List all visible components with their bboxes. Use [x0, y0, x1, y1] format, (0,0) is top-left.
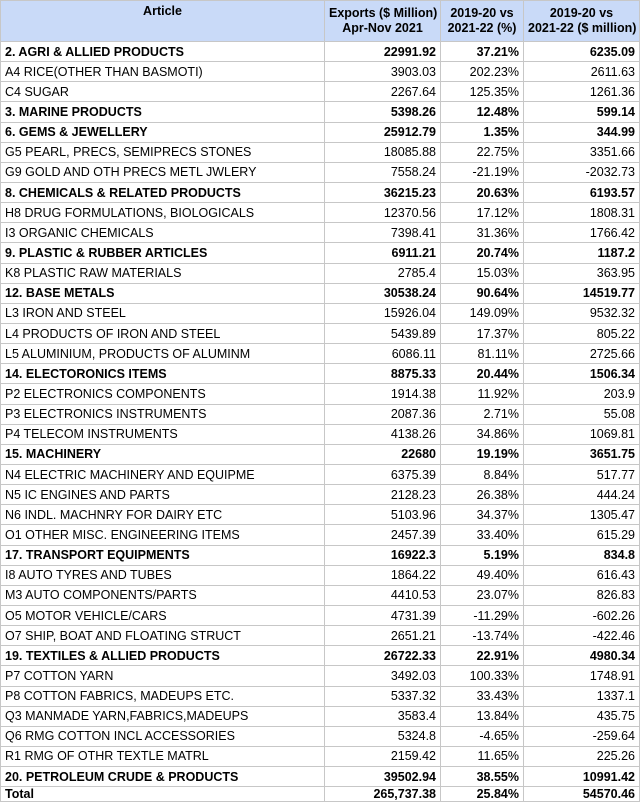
exports-cell: 5337.32 [325, 686, 441, 706]
exports-cell: 2785.4 [325, 263, 441, 283]
abs-change-cell: 6193.57 [524, 182, 640, 202]
exports-cell: 15926.04 [325, 303, 441, 323]
article-cell: 3. MARINE PRODUCTS [1, 102, 325, 122]
pct-change-cell: 11.92% [441, 384, 524, 404]
article-cell: 9. PLASTIC & RUBBER ARTICLES [1, 243, 325, 263]
table-row [1, 223, 640, 243]
abs-change-cell: 805.22 [524, 323, 640, 343]
pct-change-cell: 22.91% [441, 646, 524, 666]
article-cell: L3 IRON AND STEEL [1, 303, 325, 323]
category-row [1, 102, 640, 122]
article-cell: K8 PLASTIC RAW MATERIALS [1, 263, 325, 283]
table-row [1, 525, 640, 545]
article-cell: M3 AUTO COMPONENTS/PARTS [1, 585, 325, 605]
exports-cell: 39502.94 [325, 767, 441, 787]
exports-cell: 26722.33 [325, 646, 441, 666]
exports-cell: 8875.33 [325, 364, 441, 384]
pct-change-cell: 19.19% [441, 444, 524, 464]
exports-cell: 25912.79 [325, 122, 441, 142]
article-column-header [1, 1, 325, 42]
abs-change-cell: 203.9 [524, 384, 640, 404]
category-row [1, 545, 640, 565]
total-label: Total [1, 787, 325, 802]
pct-change-cell: 20.74% [441, 243, 524, 263]
pct-change-cell: 13.84% [441, 706, 524, 726]
abs-change-cell: 1261.36 [524, 82, 640, 102]
pct-change-cell: 5.19% [441, 545, 524, 565]
article-cell: G9 GOLD AND OTH PRECS METL JWLERY [1, 162, 325, 182]
exports-cell: 7398.41 [325, 223, 441, 243]
exports-cell: 22680 [325, 444, 441, 464]
exports-cell: 1914.38 [325, 384, 441, 404]
table-row [1, 505, 640, 525]
abs-change-cell: 344.99 [524, 122, 640, 142]
pct-change-cell: 81.11% [441, 344, 524, 364]
total-abs: 54570.46 [524, 787, 640, 802]
pct-change-cell: -11.29% [441, 605, 524, 625]
abs-change-cell: 3651.75 [524, 444, 640, 464]
abs-change-cell: 1187.2 [524, 243, 640, 263]
abs-change-cell: 1766.42 [524, 223, 640, 243]
table-row [1, 323, 640, 343]
table-row [1, 303, 640, 323]
table-row [1, 666, 640, 686]
category-row [1, 767, 640, 787]
abs-change-cell: 3351.66 [524, 142, 640, 162]
pct-change-cell: 11.65% [441, 746, 524, 766]
abs-change-cell: -602.26 [524, 605, 640, 625]
exports-cell: 1864.22 [325, 565, 441, 585]
pct-change-cell: 34.37% [441, 505, 524, 525]
article-cell: L4 PRODUCTS OF IRON AND STEEL [1, 323, 325, 343]
abs-change-cell: 616.43 [524, 565, 640, 585]
category-row [1, 364, 640, 384]
article-cell: A4 RICE(OTHER THAN BASMOTI) [1, 62, 325, 82]
abs-header-line1: 2019-20 vs [549, 6, 614, 20]
pct-change-cell: -21.19% [441, 162, 524, 182]
abs-change-cell: 1748.91 [524, 666, 640, 686]
table-row [1, 605, 640, 625]
abs-change-cell: 363.95 [524, 263, 640, 283]
category-row [1, 646, 640, 666]
exports-cell: 3583.4 [325, 706, 441, 726]
table-row [1, 464, 640, 484]
article-cell: P3 ELECTRONICS INSTRUMENTS [1, 404, 325, 424]
exports-header-line2: Apr-Nov 2021 [342, 21, 423, 35]
article-cell: 12. BASE METALS [1, 283, 325, 303]
pct-change-cell: 12.48% [441, 102, 524, 122]
article-cell: H8 DRUG FORMULATIONS, BIOLOGICALS [1, 203, 325, 223]
pct-change-cell: 20.44% [441, 364, 524, 384]
category-row [1, 243, 640, 263]
article-cell: O5 MOTOR VEHICLE/CARS [1, 605, 325, 625]
exports-cell: 30538.24 [325, 283, 441, 303]
article-cell: R1 RMG OF OTHR TEXTLE MATRL [1, 746, 325, 766]
abs-change-cell: 2725.66 [524, 344, 640, 364]
pct-change-cell: -4.65% [441, 726, 524, 746]
abs-change-cell: 435.75 [524, 706, 640, 726]
exports-cell: 6086.11 [325, 344, 441, 364]
article-cell: P7 COTTON YARN [1, 666, 325, 686]
article-cell: O1 OTHER MISC. ENGINEERING ITEMS [1, 525, 325, 545]
pct-change-cell: 26.38% [441, 485, 524, 505]
abs-change-cell: 1808.31 [524, 203, 640, 223]
pct-change-cell: 38.55% [441, 767, 524, 787]
pct-change-cell: 33.40% [441, 525, 524, 545]
table-row [1, 424, 640, 444]
table-row [1, 686, 640, 706]
pct-change-cell: 8.84% [441, 464, 524, 484]
abs-change-cell: 834.8 [524, 545, 640, 565]
article-cell: 6. GEMS & JEWELLERY [1, 122, 325, 142]
abs-change-cell: 55.08 [524, 404, 640, 424]
exports-cell: 7558.24 [325, 162, 441, 182]
article-cell: P4 TELECOM INSTRUMENTS [1, 424, 325, 444]
exports-cell: 5398.26 [325, 102, 441, 122]
article-cell: L5 ALUMINIUM, PRODUCTS OF ALUMINM [1, 344, 325, 364]
abs-change-cell: 826.83 [524, 585, 640, 605]
pct-change-cell: 100.33% [441, 666, 524, 686]
category-row [1, 182, 640, 202]
pct-change-cell: 37.21% [441, 42, 524, 62]
table-row [1, 485, 640, 505]
article-header-label: Article [143, 4, 182, 18]
pct-change-cell: 17.37% [441, 323, 524, 343]
table-row [1, 384, 640, 404]
abs-change-cell: 9532.32 [524, 303, 640, 323]
exports-cell: 4410.53 [325, 585, 441, 605]
table-row [1, 162, 640, 182]
exports-cell: 5324.8 [325, 726, 441, 746]
exports-cell: 6911.21 [325, 243, 441, 263]
abs-change-cell: 14519.77 [524, 283, 640, 303]
total-exports: 265,737.38 [325, 787, 441, 802]
exports-cell: 2128.23 [325, 485, 441, 505]
article-cell: I8 AUTO TYRES AND TUBES [1, 565, 325, 585]
pct-change-cell: -13.74% [441, 626, 524, 646]
article-cell: 17. TRANSPORT EQUIPMENTS [1, 545, 325, 565]
pct-header-line2: 2021-22 (%) [447, 21, 517, 35]
abs-change-cell: 444.24 [524, 485, 640, 505]
category-row [1, 444, 640, 464]
pct-change-cell: 20.63% [441, 182, 524, 202]
article-cell: P8 COTTON FABRICS, MADEUPS ETC. [1, 686, 325, 706]
exports-cell: 18085.88 [325, 142, 441, 162]
pct-change-cell: 149.09% [441, 303, 524, 323]
table-row [1, 585, 640, 605]
exports-cell: 5103.96 [325, 505, 441, 525]
article-cell: Q3 MANMADE YARN,FABRICS,MADEUPS [1, 706, 325, 726]
exports-header-line1: Exports ($ Million) [329, 6, 438, 20]
article-cell: G5 PEARL, PRECS, SEMIPRECS STONES [1, 142, 325, 162]
abs-change-cell: 6235.09 [524, 42, 640, 62]
exports-cell: 3903.03 [325, 62, 441, 82]
pct-change-cell: 2.71% [441, 404, 524, 424]
pct-change-cell: 23.07% [441, 585, 524, 605]
table-body [1, 42, 640, 787]
exports-cell: 2159.42 [325, 746, 441, 766]
table-row [1, 203, 640, 223]
table-row [1, 565, 640, 585]
pct-header-line1: 2019-20 vs [450, 6, 514, 20]
exports-cell: 2651.21 [325, 626, 441, 646]
exports-cell: 16922.3 [325, 545, 441, 565]
exports-cell: 22991.92 [325, 42, 441, 62]
exports-column-header [325, 1, 441, 42]
article-cell: O7 SHIP, BOAT AND FLOATING STRUCT [1, 626, 325, 646]
article-cell: 19. TEXTILES & ALLIED PRODUCTS [1, 646, 325, 666]
article-cell: P2 ELECTRONICS COMPONENTS [1, 384, 325, 404]
article-cell: 15. MACHINERY [1, 444, 325, 464]
exports-cell: 4731.39 [325, 605, 441, 625]
article-cell: 8. CHEMICALS & RELATED PRODUCTS [1, 182, 325, 202]
article-cell: 20. PETROLEUM CRUDE & PRODUCTS [1, 767, 325, 787]
abs-change-cell: 615.29 [524, 525, 640, 545]
exports-cell: 4138.26 [325, 424, 441, 444]
abs-change-cell: 4980.34 [524, 646, 640, 666]
abs-change-cell: 1337.1 [524, 686, 640, 706]
pct-change-cell: 33.43% [441, 686, 524, 706]
abs-change-cell: 10991.42 [524, 767, 640, 787]
abs-change-cell: 599.14 [524, 102, 640, 122]
pct-change-cell: 17.12% [441, 203, 524, 223]
abs-change-cell: 1305.47 [524, 505, 640, 525]
pct-change-cell: 15.03% [441, 263, 524, 283]
pct-column-header [441, 1, 524, 42]
total-row [1, 787, 640, 802]
table-row [1, 263, 640, 283]
pct-change-cell: 202.23% [441, 62, 524, 82]
table-row [1, 746, 640, 766]
table-row [1, 726, 640, 746]
abs-change-cell: 225.26 [524, 746, 640, 766]
header-row [1, 1, 640, 42]
category-row [1, 42, 640, 62]
table-row [1, 62, 640, 82]
pct-change-cell: 34.86% [441, 424, 524, 444]
article-cell: 2. AGRI & ALLIED PRODUCTS [1, 42, 325, 62]
exports-cell: 36215.23 [325, 182, 441, 202]
abs-change-cell: -2032.73 [524, 162, 640, 182]
abs-change-cell: -259.64 [524, 726, 640, 746]
abs-change-cell: 517.77 [524, 464, 640, 484]
table-row [1, 706, 640, 726]
table-row [1, 404, 640, 424]
exports-cell: 3492.03 [325, 666, 441, 686]
category-row [1, 122, 640, 142]
exports-cell: 5439.89 [325, 323, 441, 343]
exports-cell: 2087.36 [325, 404, 441, 424]
article-cell: Q6 RMG COTTON INCL ACCESSORIES [1, 726, 325, 746]
exports-cell: 2457.39 [325, 525, 441, 545]
abs-change-cell: 1069.81 [524, 424, 640, 444]
abs-change-cell: 2611.63 [524, 62, 640, 82]
table-header [1, 1, 640, 42]
category-row [1, 283, 640, 303]
abs-column-header [524, 1, 640, 42]
article-cell: N6 INDL. MACHNRY FOR DAIRY ETC [1, 505, 325, 525]
exports-cell: 2267.64 [325, 82, 441, 102]
total-pct: 25.84% [441, 787, 524, 802]
abs-change-cell: 1506.34 [524, 364, 640, 384]
abs-header-line2: 2021-22 ($ million) [528, 21, 637, 35]
pct-change-cell: 90.64% [441, 283, 524, 303]
article-cell: C4 SUGAR [1, 82, 325, 102]
pct-change-cell: 125.35% [441, 82, 524, 102]
pct-change-cell: 22.75% [441, 142, 524, 162]
table-row [1, 142, 640, 162]
table-row [1, 82, 640, 102]
exports-cell: 12370.56 [325, 203, 441, 223]
article-cell: N5 IC ENGINES AND PARTS [1, 485, 325, 505]
exports-cell: 6375.39 [325, 464, 441, 484]
pct-change-cell: 31.36% [441, 223, 524, 243]
table-row [1, 344, 640, 364]
pct-change-cell: 49.40% [441, 565, 524, 585]
pct-change-cell: 1.35% [441, 122, 524, 142]
abs-change-cell: -422.46 [524, 626, 640, 646]
article-cell: N4 ELECTRIC MACHINERY AND EQUIPME [1, 464, 325, 484]
table-row [1, 626, 640, 646]
article-cell: I3 ORGANIC CHEMICALS [1, 223, 325, 243]
article-cell: 14. ELECTORONICS ITEMS [1, 364, 325, 384]
